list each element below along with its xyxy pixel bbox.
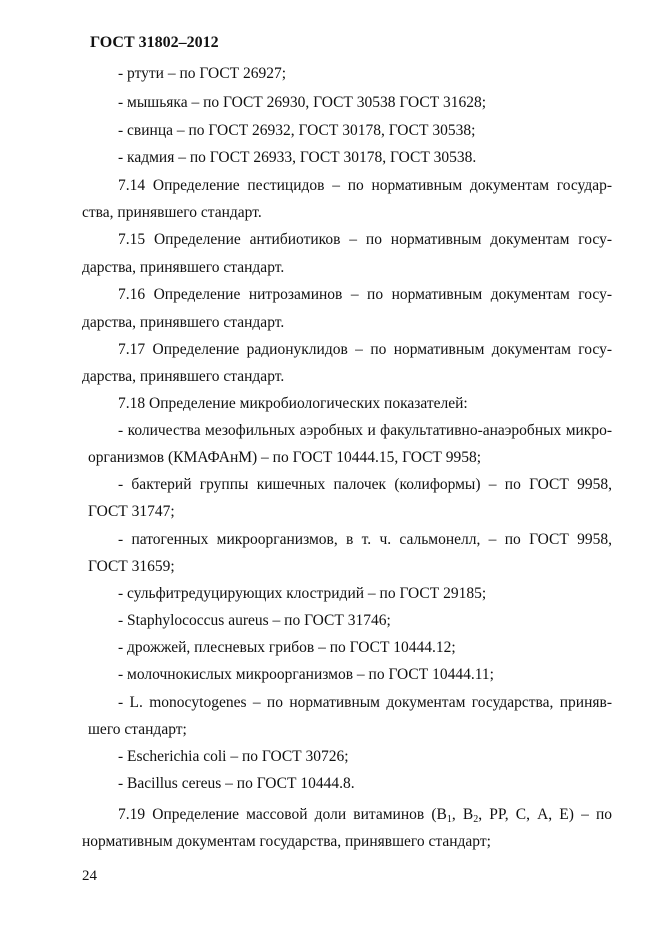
text-line: - L. monocytogenes – по нормативным документам государства, приняв- <box>118 694 612 711</box>
subscript: 1 <box>446 814 452 825</box>
text-line: дарства, принявшего стандарт. <box>82 368 285 385</box>
text-line: организмов (КМАФАнМ) – по ГОСТ 10444.15, ГОСТ 9958; <box>88 449 482 466</box>
text-line: 7.14 Определение пестицидов – по нормативным документам государ- <box>118 177 612 194</box>
text-line: - патогенных микроорганизмов, в т. ч. сальмонелл, – по ГОСТ 9958, <box>118 531 612 548</box>
text-line: - молочнокислых микроорганизмов – по ГОСТ 10444.11; <box>118 666 494 683</box>
text-line: ГОСТ 31747; <box>88 503 175 520</box>
text-part: , В <box>451 806 474 823</box>
document-header: ГОСТ 31802–2012 <box>90 34 219 51</box>
text-line: - сульфитредуцирующих клостридий – по ГОСТ 29185; <box>118 585 487 602</box>
text-line: - дрожжей, плесневых грибов – по ГОСТ 10444.12; <box>118 639 456 656</box>
text-line: ГОСТ 31659; <box>88 558 175 575</box>
text-line: шего стандарт; <box>88 721 187 738</box>
text-line: ства, принявшего стандарт. <box>82 204 262 221</box>
text-line: дарства, принявшего стандарт. <box>82 314 285 331</box>
text-line: 7.17 Определение радионуклидов – по нормативным документам госу- <box>118 341 612 358</box>
text-line: 7.15 Определение антибиотиков – по нормативным документам госу- <box>118 231 612 248</box>
text-part: 7.19 Определение массовой доли витаминов (В <box>118 806 447 823</box>
text-line: - Escherichia coli – по ГОСТ 30726; <box>118 748 349 765</box>
text-line: дарства, принявшего стандарт. <box>82 259 285 276</box>
text-line: - свинца – по ГОСТ 26932, ГОСТ 30178, ГОСТ 30538; <box>118 122 476 139</box>
text-line: - Staphylococcus aureus – по ГОСТ 31746; <box>118 612 391 629</box>
text-line: - бактерий группы кишечных палочек (колиформы) – по ГОСТ 9958, <box>118 476 612 493</box>
text-line: нормативным документам государства, принявшего стандарт; <box>82 833 491 850</box>
text-line: - кадмия – по ГОСТ 26933, ГОСТ 30178, ГОСТ 30538. <box>118 149 477 166</box>
text-line: - ртути – по ГОСТ 26927; <box>118 65 287 82</box>
text-line-vitamins <box>118 805 612 825</box>
text-line: - Bacillus cereus – по ГОСТ 10444.8. <box>118 775 355 792</box>
text-line: - мышьяка – по ГОСТ 26930, ГОСТ 30538 ГОСТ 31628; <box>118 94 487 111</box>
text-line: - количества мезофильных аэробных и факультативно-анаэробных микро- <box>118 422 612 439</box>
text-line: 7.16 Определение нитрозаминов – по нормативным документам госу- <box>118 286 612 303</box>
subscript: 2 <box>473 814 479 825</box>
text-part: , PP, С, А, Е) – по <box>478 806 613 823</box>
text-line: 7.18 Определение микробиологических показателей: <box>118 395 468 412</box>
page-number: 24 <box>82 868 97 884</box>
